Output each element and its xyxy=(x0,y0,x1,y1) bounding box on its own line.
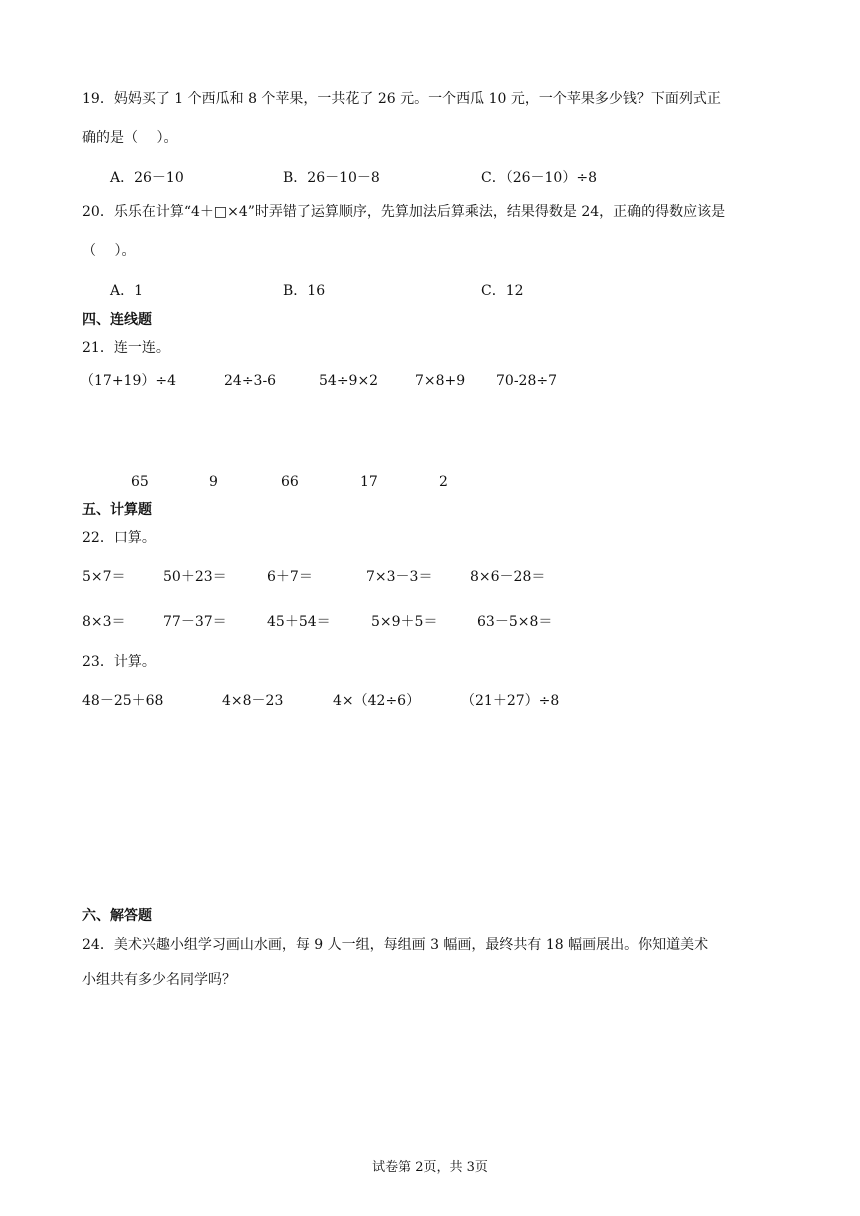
q20-stem-line1: 20．乐乐在计算“4＋□×4”时弄错了运算顺序，先算加法后算乘法，结果得数是 24，正确的得数应该是 xyxy=(82,204,726,220)
q22-item: 7×3－3＝ xyxy=(366,569,433,585)
q21-expression: （17+19）÷4 xyxy=(80,373,176,389)
q21-title: 21．连一连。 xyxy=(82,340,170,356)
q20-option-b: B．16 xyxy=(283,283,326,299)
q19-option-c: C．（26－10）÷8 xyxy=(481,170,597,186)
q23-item: 4×（42÷6） xyxy=(333,693,421,709)
section-heading-calculation: 五、计算题 xyxy=(82,502,152,518)
q19-stem-line2: 确的是（ ）。 xyxy=(82,130,178,146)
q22-item: 45＋54＝ xyxy=(267,614,331,630)
q22-item: 50＋23＝ xyxy=(163,569,227,585)
q24-stem-line1: 24．美术兴趣小组学习画山水画，每 9 人一组，每组画 3 幅画，最终共有 18 幅画展出。你知道美术 xyxy=(82,937,709,953)
q24-stem-line2: 小组共有多少名同学吗？ xyxy=(82,972,236,988)
q21-expression: 70-28÷7 xyxy=(496,373,557,389)
q22-item: 8×3＝ xyxy=(82,614,126,630)
q21-answer: 2 xyxy=(439,474,448,490)
q21-answer: 9 xyxy=(209,474,218,490)
q22-item: 6＋7＝ xyxy=(267,569,313,585)
q21-answer: 66 xyxy=(281,474,299,490)
q21-answer: 17 xyxy=(360,474,378,490)
q23-title: 23．计算。 xyxy=(82,654,156,670)
q22-title: 22．口算。 xyxy=(82,530,156,546)
q19-stem-line1: 19．妈妈买了 1 个西瓜和 8 个苹果，一共花了 26 元。一个西瓜 10 元，一个苹果多少钱？下面列式正 xyxy=(82,91,721,107)
q22-item: 5×9＋5＝ xyxy=(371,614,438,630)
q21-expression: 54÷9×2 xyxy=(319,373,379,389)
q23-item: （21＋27）÷8 xyxy=(461,693,560,709)
q21-expression: 7×8+9 xyxy=(415,373,466,389)
q22-item: 8×6－28＝ xyxy=(470,569,546,585)
q20-option-c: C．12 xyxy=(481,283,524,299)
q21-expression: 24÷3-6 xyxy=(224,373,277,389)
q22-item: 63－5×8＝ xyxy=(477,614,553,630)
q22-item: 5×7＝ xyxy=(82,569,126,585)
q20-stem-line2: （ ）。 xyxy=(82,243,136,259)
q22-item: 77－37＝ xyxy=(163,614,227,630)
q19-option-a: A．26－10 xyxy=(110,170,184,186)
page-footer: 试卷第 2页，共 3页 xyxy=(372,1160,488,1175)
q19-option-b: B．26－10－8 xyxy=(283,170,380,186)
q20-option-a: A．1 xyxy=(110,283,144,299)
q23-item: 48－25＋68 xyxy=(82,693,164,709)
section-heading-matching: 四、连线题 xyxy=(82,312,152,328)
section-heading-word-problems: 六、解答题 xyxy=(82,908,152,924)
q23-item: 4×8－23 xyxy=(222,693,284,709)
q21-answer: 65 xyxy=(131,474,149,490)
